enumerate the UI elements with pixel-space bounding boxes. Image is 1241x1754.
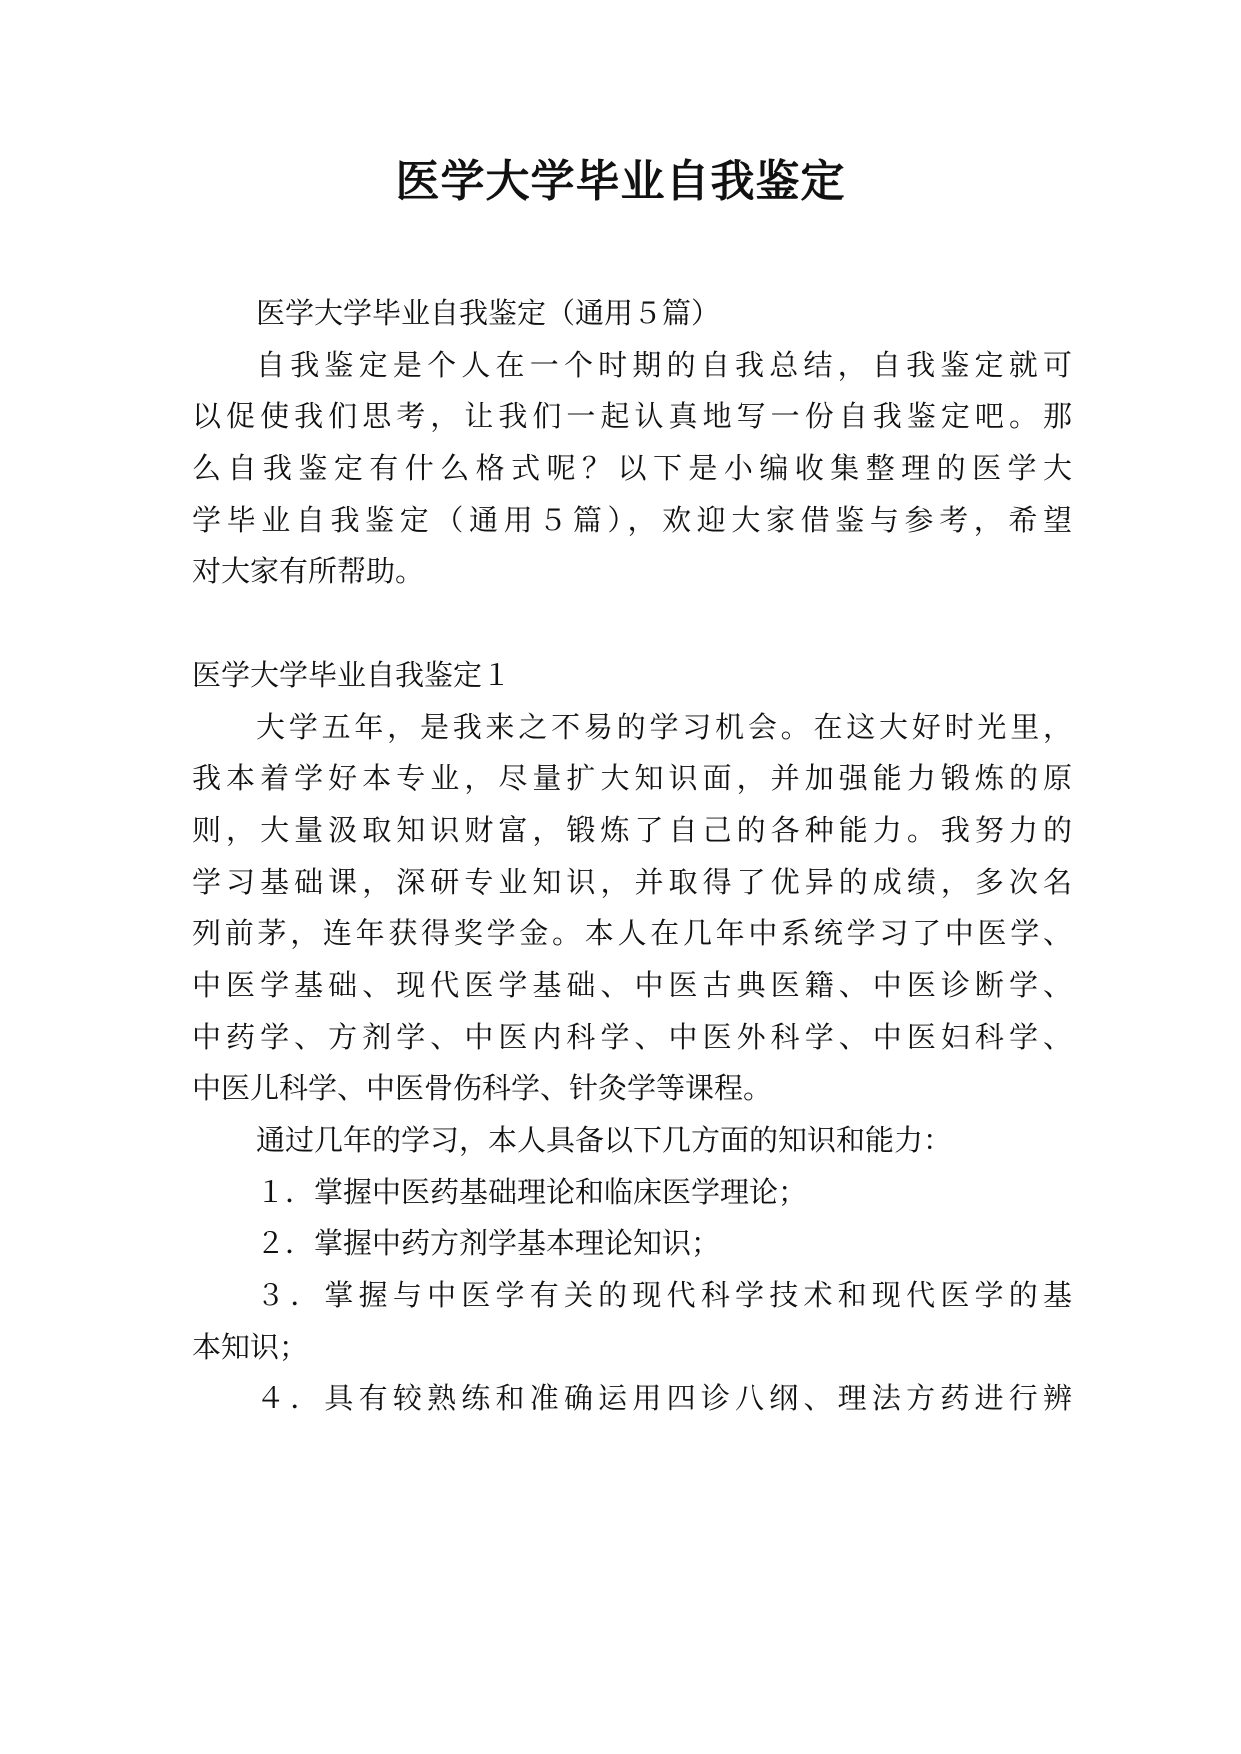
paragraph-line: 则，大量汲取知识财富，锻炼了自己的各种能力。我努力的 [192, 812, 1072, 847]
paragraph-line: 中药学、方剂学、中医内科学、中医外科学、中医妇科学、 [192, 1019, 1072, 1054]
list-item: ２．掌握中药方剂学基本理论知识； [256, 1226, 721, 1261]
paragraph-line: 列前茅，连年获得奖学金。本人在几年中系统学习了中医学、 [192, 916, 1072, 951]
document-title: 医学大学毕业自我鉴定 [395, 156, 846, 207]
paragraph-gap [192, 598, 1072, 650]
paragraph-line: 我本着学好本专业，尽量扩大知识面，并加强能力锻炼的原 [192, 761, 1072, 796]
intro-line: 么自我鉴定有什么格式呢？以下是小编收集整理的医学大 [192, 451, 1072, 486]
list-item: ３．掌握与中医学有关的现代科学技术和现代医学的基 [256, 1278, 1072, 1313]
intro-line: 学毕业自我鉴定（通用５篇），欢迎大家借鉴与参考，希望 [192, 502, 1072, 537]
intro-line: 以促使我们思考，让我们一起认真地写一份自我鉴定吧。那 [192, 399, 1072, 434]
paragraph-line: 大学五年，是我来之不易的学习机会。在这大好时光里， [256, 709, 1072, 744]
document-subtitle: 医学大学毕业自我鉴定（通用５篇） [256, 296, 721, 330]
list-item-continuation: 本知识； [192, 1329, 309, 1364]
intro-line: 自我鉴定是个人在一个时期的自我总结，自我鉴定就可 [256, 347, 1072, 382]
paragraph-line: 中医学基础、现代医学基础、中医古典医籍、中医诊断学、 [192, 967, 1072, 1002]
document-body [192, 288, 1072, 1425]
intro-line: 对大家有所帮助。 [192, 554, 425, 589]
list-item: ４．具有较熟练和准确运用四诊八纲、理法方药进行辨 [256, 1381, 1072, 1416]
list-item: １．掌握中医药基础理论和临床医学理论； [256, 1174, 808, 1209]
section-heading: 医学大学毕业自我鉴定１ [192, 657, 512, 692]
paragraph-line: 通过几年的学习，本人具备以下几方面的知识和能力： [256, 1123, 953, 1157]
paragraph-line: 中医儿科学、中医骨伤科学、针灸学等课程。 [192, 1071, 773, 1106]
paragraph-line: 学习基础课，深研专业知识，并取得了优异的成绩，多次名 [192, 864, 1072, 899]
